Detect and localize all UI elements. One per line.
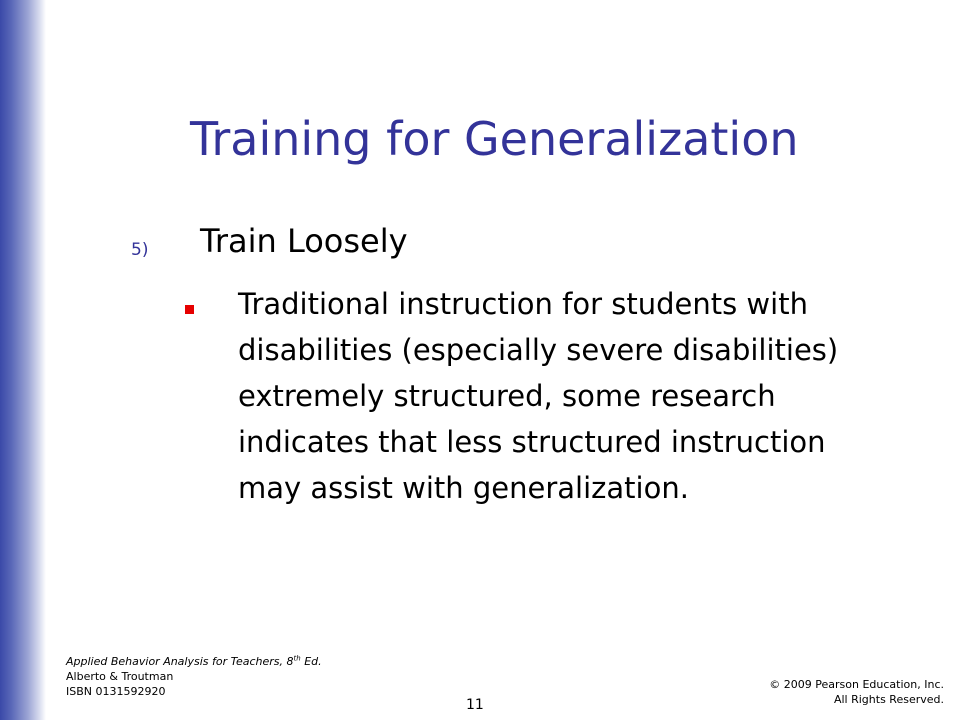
footer-book-info [66, 654, 322, 699]
left-gradient-bar [0, 0, 46, 720]
slide-title: Training for Generalization [190, 112, 799, 166]
page-number: 11 [466, 697, 484, 713]
bullet-text [238, 281, 918, 511]
rights-text: All Rights Reserved. [833, 693, 944, 706]
bullet-line: Traditional instruction for students with [238, 287, 808, 321]
bullet-line: indicates that less structured instruction [238, 425, 826, 459]
footer-isbn: ISBN 0131592920 [66, 685, 166, 698]
list-item-heading: Train Loosely [200, 222, 408, 260]
footer-authors: Alberto & Troutman [66, 670, 174, 683]
bullet-square-icon [185, 305, 194, 314]
bullet-line: disabilities (especially severe disabilities) [238, 333, 839, 367]
footer-book-title: Applied Behavior Analysis for Teachers, 8th Ed. [66, 654, 322, 668]
bullet-line: extremely structured, some research [238, 379, 776, 413]
footer-copyright [769, 677, 944, 707]
copyright-text: © 2009 Pearson Education, Inc. [769, 678, 944, 691]
bullet-line: may assist with generalization. [238, 471, 689, 505]
list-item-number: 5) [131, 240, 149, 260]
